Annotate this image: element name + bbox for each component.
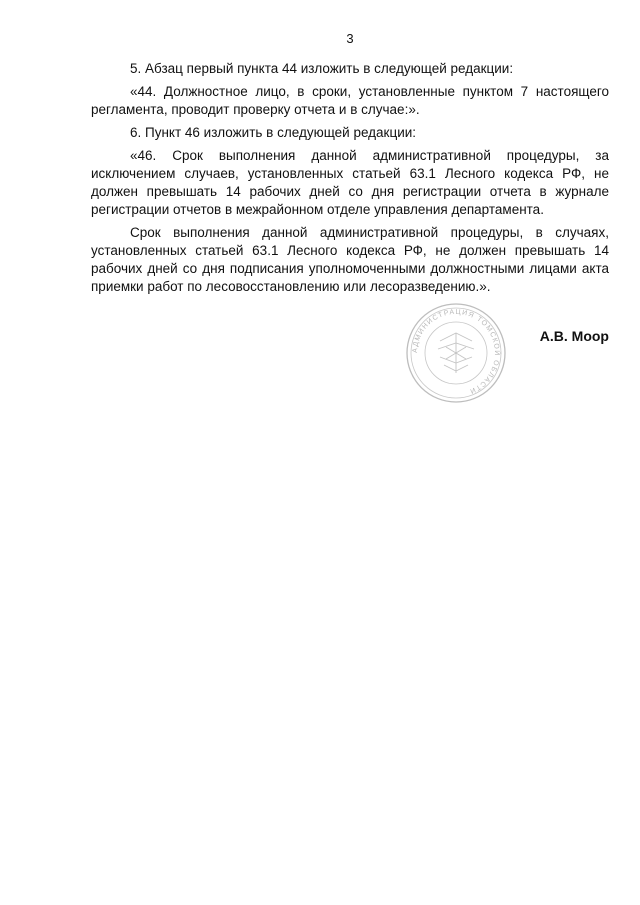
paragraph-deadline: Срок выполнения данной административной процедуры, в случаях, установленных статьей 63.1 Лесного кодекса РФ, не должен превышать 14 рабочих дней со дня подписания уполномоченными должностными лицами акта приемки работ по лесовосстановлению или лесоразведению.». [91,225,609,294]
signature-name: А.В. Моор [539,328,609,344]
document-body [91,60,609,296]
paragraph-item-6: 6. Пункт 46 изложить в следующей редакции: [130,125,417,140]
paragraph-quote-44: «44. Должностное лицо, в сроки, установленные пунктом 7 настоящего регламента, проводит проверку отчета и в случае:». [91,84,609,117]
official-seal-icon [400,303,512,403]
page-number: 3 [346,31,354,46]
paragraph-quote-46: «46. Срок выполнения данной административной процедуры, за исключением случаев, установленных статьей 63.1 Лесного кодекса РФ, не должен превышать 14 рабочих дней со дня регистрации отчета в журнале регистрации отчетов в межрайонном отделе управления департамента. [91,148,609,217]
seal-text: АДМИНИСТРАЦИЯ ТОМСКОЙ ОБЛАСТИ [411,308,501,395]
paragraph-item-5: 5. Абзац первый пункта 44 изложить в следующей редакции: [130,61,514,76]
